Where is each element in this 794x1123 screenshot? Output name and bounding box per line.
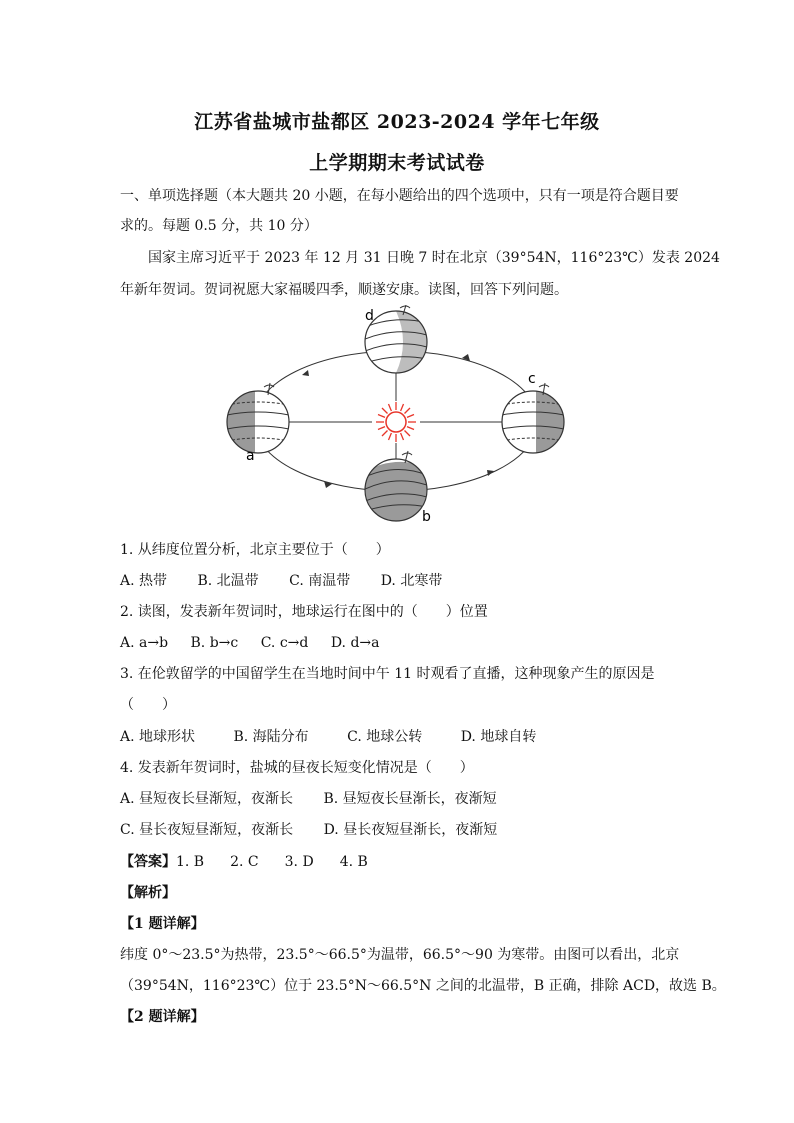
option-b[interactable]: B. 海陆分布 [233, 729, 309, 745]
option-c[interactable]: C. 地球公转 [347, 729, 423, 745]
question-1-stem: 1. 从纬度位置分析，北京主要位于（ ） [120, 542, 390, 558]
earth-orbit-diagram [220, 305, 580, 525]
q1-detail-label: 【1 题详解】 [120, 916, 205, 932]
q2-detail-label: 【2 题详解】 [120, 1009, 205, 1025]
option-d[interactable]: D. 昼长夜短昼渐长，夜渐短 [323, 822, 498, 838]
orbit-arrow-icon [324, 481, 332, 488]
question-3-stem-cont: （ ） [120, 697, 176, 713]
earth-position-c [502, 383, 564, 453]
option-c[interactable]: C. 南温带 [289, 573, 351, 589]
option-a[interactable]: A. a→b [120, 635, 169, 651]
option-c[interactable]: C. c→d [260, 635, 309, 651]
answer-2: 2. C [230, 854, 259, 870]
earth-position-d [365, 305, 427, 373]
orbit-arrow-icon [302, 370, 309, 376]
section-heading-cont: 求的。每题 0.5 分，共 10 分） [120, 218, 318, 234]
question-1-options [120, 571, 680, 591]
option-b[interactable]: B. b→c [190, 635, 239, 651]
option-d[interactable]: D. 北寒带 [380, 573, 443, 589]
q1-detail-line2: （39°54N，116°23℃）位于 23.5°N～66.5°N 之间的北温带，B 正确，排除 ACD，故选 B。 [120, 978, 726, 994]
question-2-stem: 2. 读图，发表新年贺词时，地球运行在图中的（ ）位置 [120, 604, 488, 620]
passage-line1: 国家主席习近平于 2023 年 12 月 31 日晚 7 时在北京（39°54N，116°23℃）发表 2024 [148, 250, 720, 266]
question-4-stem: 4. 发表新年贺词时，盐城的昼夜长短变化情况是（ ） [120, 760, 474, 776]
label-c: c [528, 371, 536, 387]
passage-line2: 年新年贺词。贺词祝愿大家福暖四季，顺遂安康。读图，回答下列问题。 [120, 282, 568, 298]
analysis-label: 【解析】 [120, 885, 176, 901]
label-a: a [246, 448, 255, 464]
earth-position-b [365, 451, 427, 521]
exam-title-line2: 上学期期末考试试卷 [309, 152, 485, 174]
option-a[interactable]: A. 地球形状 [120, 729, 196, 745]
option-a[interactable]: A. 热带 [120, 573, 168, 589]
orbit-arrow-icon [487, 470, 494, 476]
option-a[interactable]: A. 昼短夜长昼渐短，夜渐长 [120, 791, 294, 807]
exam-title-line1: 江苏省盐城市盐都区 2023-2024 学年七年级 [194, 111, 600, 133]
answer-3: 3. D [284, 854, 314, 870]
sun-icon [376, 402, 416, 442]
label-b: b [422, 509, 431, 525]
earth-position-a [227, 383, 289, 453]
question-3-stem: 3. 在伦敦留学的中国留学生在当地时间中午 11 时观看了直播，这种现象产生的原因是 [120, 666, 655, 682]
option-c[interactable]: C. 昼长夜短昼渐短，夜渐长 [120, 822, 294, 838]
option-b[interactable]: B. 昼短夜长昼渐长，夜渐短 [323, 791, 497, 807]
question-2-options [120, 633, 680, 653]
question-4-options-row1 [120, 789, 680, 809]
answer-4: 4. B [339, 854, 368, 870]
q1-detail-line1: 纬度 0°～23.5°为热带，23.5°～66.5°为温带，66.5°～90 为寒带。由图可以看出，北京 [120, 947, 680, 963]
answer-row [120, 852, 680, 872]
option-b[interactable]: B. 北温带 [197, 573, 259, 589]
answer-1: 1. B [176, 854, 205, 870]
section-heading: 一、单项选择题（本大题共 20 小题，在每小题给出的四个选项中，只有一项是符合题目要 [120, 188, 679, 204]
option-d[interactable]: D. d→a [330, 635, 380, 651]
option-d[interactable]: D. 地球自转 [460, 729, 537, 745]
question-3-options [120, 727, 680, 747]
question-4-options-row2 [120, 820, 680, 840]
label-d: d [365, 308, 374, 324]
answer-label: 【答案】 [120, 854, 176, 870]
